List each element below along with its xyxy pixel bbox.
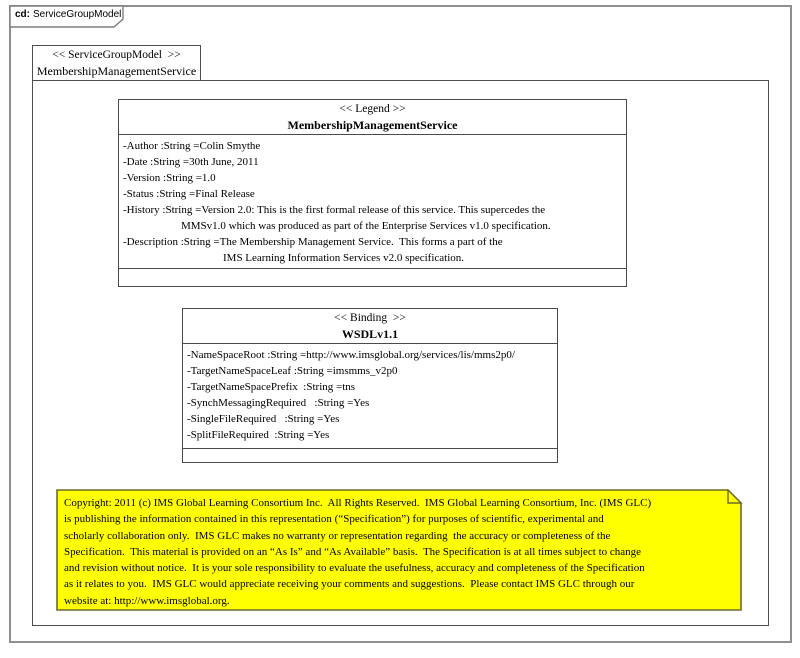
frame-label-prefix: cd:	[15, 9, 30, 20]
attribute-targetnamespaceprefix: -TargetNameSpacePrefix :String =tns	[187, 381, 356, 393]
attribute-splitfilerequired: -SplitFileRequired :String =Yes	[187, 429, 330, 441]
attribute-description-cont: IMS Learning Information Services v2.0 specification.	[223, 252, 465, 264]
attribute-description: -Description :String =The Membership Management Service. This forms a part of the	[123, 236, 503, 248]
legend-stereotype: << Legend >>	[339, 103, 406, 115]
attribute-history-cont: MMSv1.0 which was produced as part of the Enterprise Services v1.0 specification.	[181, 220, 551, 232]
diagram-frame-label	[15, 8, 125, 21]
package-stereotype: << ServiceGroupModel >>	[52, 49, 181, 61]
binding-class-box	[182, 308, 558, 463]
legend-header	[119, 100, 626, 135]
note-line: as it relates to you. IMS GLC would appreciate receiving your comments and suggestions. Please contact IMS GLC through our	[64, 578, 635, 591]
frame-label-name: ServiceGroupModel	[33, 9, 122, 20]
note-line: and revision without notice. It is your sole responsibility to evaluate the usefulness, accuracy and completeness of the Specification	[64, 562, 645, 575]
binding-operations-compartment-empty	[183, 449, 557, 462]
attribute-history: -History :String =Version 2.0: This is the first formal release of this service. This supercedes the	[123, 204, 546, 216]
note-line: is publishing the information contained in this representation (“Specification”) for purposes of scientific, experimental and	[64, 513, 604, 526]
binding-stereotype: << Binding >>	[334, 312, 406, 324]
attribute-targetnamespaceleaf: -TargetNameSpaceLeaf :String =imsmms_v2p0	[187, 365, 398, 377]
attribute-version: -Version :String =1.0	[123, 172, 216, 184]
attribute-namespaceroot: -NameSpaceRoot :String =http://www.imsglobal.org/services/lis/mms2p0/	[187, 349, 515, 361]
note-line: Copyright: 2011 (c) IMS Global Learning Consortium Inc. All Rights Reserved. IMS Global Learning Consortium, Inc. (IMS GLC)	[64, 497, 652, 509]
package-tab	[32, 45, 201, 81]
attribute-singlefilerequired: -SingleFileRequired :String =Yes	[187, 413, 340, 425]
legend-attributes	[119, 135, 626, 269]
package-name: MembershipManagementService	[36, 64, 197, 78]
legend-operations-compartment-empty	[119, 269, 626, 286]
legend-class-box	[118, 99, 627, 287]
attribute-synchmessagingrequired: -SynchMessagingRequired :String =Yes	[187, 397, 370, 409]
note-line: scholarly collaboration only. IMS GLC makes no warranty or representation regarding the accuracy or completeness of the	[64, 529, 611, 542]
legend-class-name: MembershipManagementService	[287, 118, 458, 132]
copyright-note-text	[56, 489, 743, 612]
binding-class-name: WSDLv1.1	[341, 327, 399, 341]
binding-attributes	[183, 344, 557, 449]
attribute-author: -Author :String =Colin Smythe	[123, 140, 261, 152]
note-line: website at: http://www.imsglobal.org.	[64, 594, 230, 607]
note-line: Specification. This material is provided on an “As Is” and “As Available” basis. The Specification is at all times subject to change	[64, 545, 642, 558]
attribute-status: -Status :String =Final Release	[123, 188, 255, 200]
attribute-date: -Date :String =30th June, 2011	[123, 156, 259, 168]
binding-header	[183, 309, 557, 344]
